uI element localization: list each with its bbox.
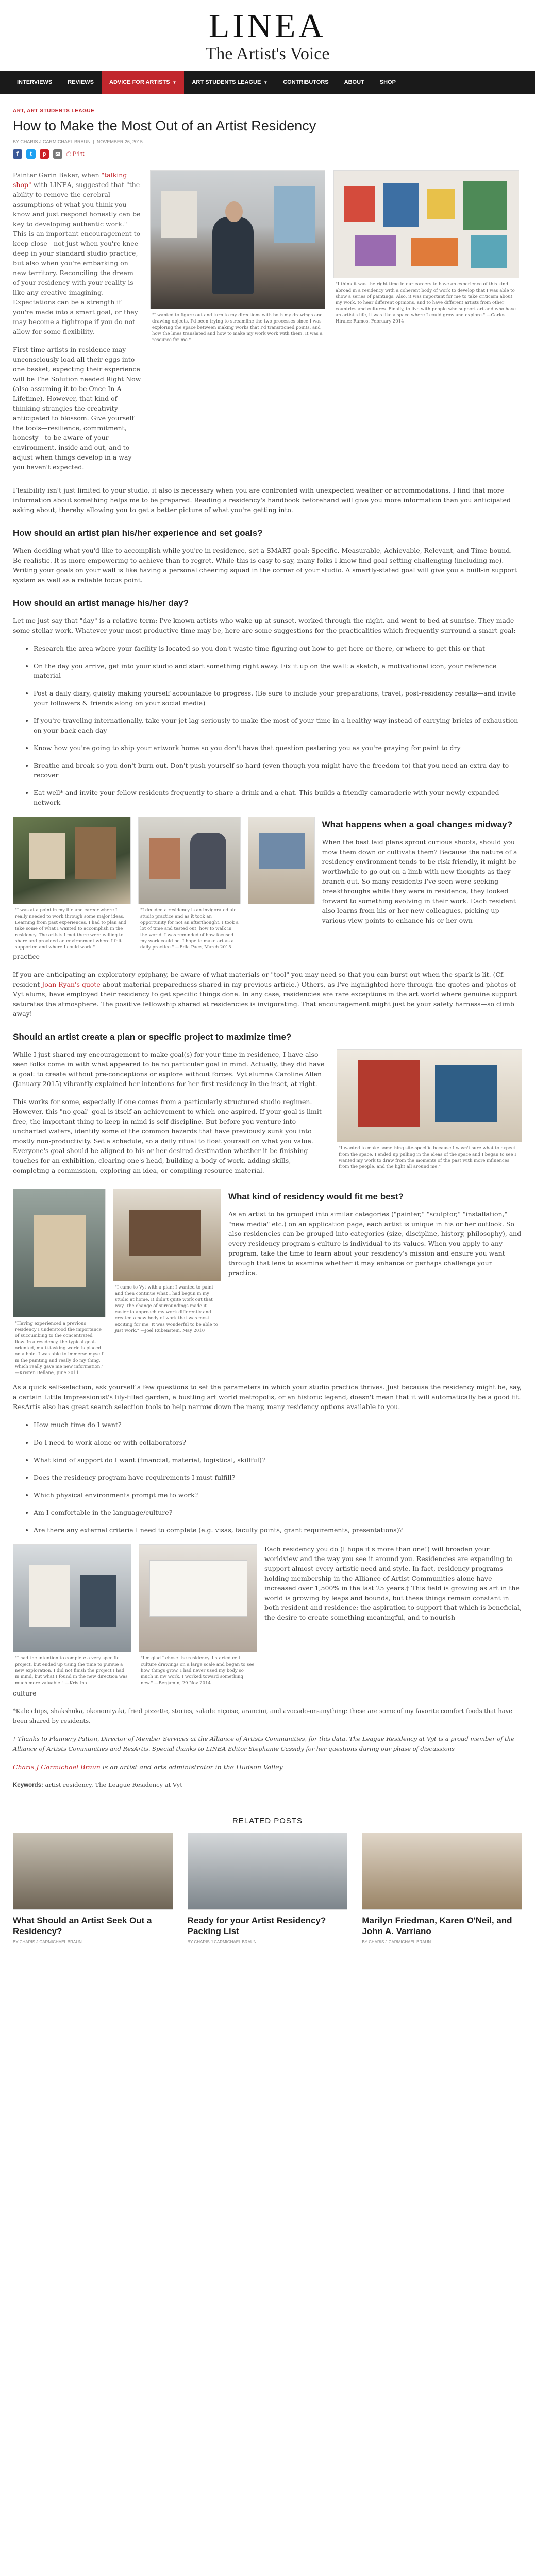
related-posts-heading: RELATED POSTS — [232, 1817, 303, 1825]
keywords — [13, 1780, 522, 1790]
list-item: • Eat well* and invite your fellow residents frequently to share a drink and a chat. This builds a friendly camaraderie with your newly expanded network — [34, 788, 522, 807]
nav-shop[interactable] — [372, 71, 404, 94]
related-title[interactable]: Marilyn Friedman, Karen O'Neil, and John A. Varriano — [362, 1916, 512, 1936]
culture-word: culture — [13, 1689, 37, 1697]
each-residency-section — [264, 1544, 522, 1686]
print-label: Print — [72, 150, 85, 157]
caption-7: "I came to Vyt with a plan: I wanted to paint and then continue what I had begun in my studio at home. It didn't quite work out that way. The change of surroundings made it easier to approach my work differently and created a new body of work that was most exciting for me. It was wonderful to be able to just work." —Joel Rubenstein, May 2010 — [115, 1285, 218, 1333]
nav-interviews[interactable] — [9, 71, 60, 94]
resident-painting-photo — [13, 1189, 106, 1317]
caret-down-icon: ▼ — [263, 80, 268, 85]
artist-at-work-photo — [138, 817, 241, 904]
nav-label: REVIEWS — [68, 79, 94, 86]
caption-6: "Having experienced a previous residency I understood the importance of succumbing to the concentrated flow. In a residency, the typical goal-oriented, multi-tasking world is placed on a hold. I was able to immerse myself in the painting and really do my thing, which really gave me new information." —Kristen Bellane, June 2011 — [15, 1321, 104, 1376]
author-link[interactable]: CHARIS J CARMICHAEL BRAUN — [20, 139, 91, 144]
author-bio — [13, 1762, 522, 1772]
print-button[interactable]: ⎙ Print — [66, 150, 85, 157]
intro-text: Painter Garin Baker, when — [13, 171, 102, 179]
figure-4 — [138, 817, 241, 951]
practice-word: practice — [13, 953, 40, 960]
manage-day-paragraph: Let me just say that "day" is a relative term: I've known artists who wake up at sunset, worked through the night, and went to bed at sunrise. They made some stellar work. Whatever your most productive time may be, here are some suggestions for the practicalities which frequently surround a smart goal: — [13, 617, 516, 634]
list-item: • Am I comfortable in the language/culture? — [34, 1507, 522, 1517]
figure-1 — [150, 170, 325, 480]
related-byline: BY CHARIS J CARMICHAEL BRAUN — [13, 1940, 82, 1944]
opportunity-paragraph — [13, 970, 522, 1019]
author-bio-text: is an artist and arts administrator in the Hudson Valley — [100, 1763, 283, 1771]
artist-studio-photo — [150, 170, 325, 309]
related-byline: BY CHARIS J CARMICHAEL BRAUN — [187, 1940, 257, 1944]
byline: BY CHARIS J CARMICHAEL BRAUN | NOVEMBER 26, 2015 — [13, 139, 143, 144]
list-item: • Which physical environments prompt me to work? — [34, 1490, 522, 1500]
figure-3 — [13, 817, 131, 951]
list-item: • Are there any external criteria I need to complete (e.g. visas, faculty points, grant requirements, presentations)? — [34, 1525, 522, 1535]
figure-6 — [13, 1189, 106, 1376]
caption-5: "I wanted to make something site-specific because I wasn't sure what to expect from the space. I ended up pulling in the ideas of the space and I began to see I wanted my work to draw from the moments of the past with more influences from the people, and the light all around me." — [339, 1146, 516, 1170]
article — [10, 108, 525, 1960]
list-item: • Know how you're going to ship your artwork home so you don't have that question pestering you as you're praying for paint to dry — [34, 743, 522, 753]
heading-kind: What kind of residency would fit me best? — [228, 1192, 404, 1201]
figure-7 — [113, 1189, 221, 1376]
byline-prefix: BY — [13, 139, 19, 144]
each-residency-paragraph: Each residency you do (I hope it's more than one!) will broaden your worldview and the way you see it around you. Residencies are expanding to support almost every artistic need and style. In fact, residency programs holding membership in the Alliance of Artist Communities alone have increased over 1,500% in the last 25 years.† This field is growing as art in the world is growing by leaps and bounds, but these things remain constant in both resident and residence: the aspiration to support that which is beneficial, the desire to create something meaningful, and to nourish — [264, 1545, 522, 1621]
figure-9 — [139, 1544, 257, 1686]
related-posts — [13, 1833, 522, 1944]
intro-column — [13, 170, 142, 480]
nav-label: ABOUT — [344, 79, 364, 86]
nav-label: INTERVIEWS — [17, 79, 53, 86]
plan-text — [13, 1049, 327, 1183]
list-item: • How much time do I want? — [34, 1420, 522, 1430]
related-post[interactable] — [362, 1833, 522, 1944]
nav-label: SHOP — [379, 79, 396, 86]
intro-text: with LINEA, suggested that "the ability to remove the cerebral assumptions of what you think you know and just respond honestly can be key to developing authentic work." This is an important encouragement to keep close—not just when you're knee-deep in your standard studio practice, but also when you're embarking on new territory. Reconciling the dream of your residency with your reality is like any creative imagining. Expectations can be a strength if you're made into a smart goal, or they may become a tightrope if you do not allow for some flexibility. — [13, 181, 141, 335]
nav-label: CONTRIBUTORS — [283, 79, 329, 86]
masthead — [0, 0, 535, 71]
day-tips-list — [34, 643, 522, 807]
kind-section — [228, 1189, 522, 1376]
footnote-thanks: † Thanks to Flannery Patton, Director of Member Services at the Alliance of Artists Communities, for this data. The League Residency at Vyt is a proud member of the Alliance of Artists Communities and ResArtis. Special thanks to LINEA Editor Stephanie Cassidy for her questions during our phase of discussions — [13, 1735, 515, 1752]
goal-change-paragraph: When the best laid plans sprout curious shoots, should you mow them down or cultivate them? Because the nature of a residency environment tends to be risk-friendly, it might be worthwhile to go out on a limb with new thoughts as they branch out. So many residents I've seen were seeking breakthroughs while they were in residence, they looked forward to something evolving in their work. Each resident also learns from his or her new colleagues, picking up various view-points to enhance his or her own — [322, 838, 517, 924]
gallery-wall-photo — [333, 170, 519, 278]
set-goals-paragraph: When deciding what you'd like to accomplish while you're in residence, set a SMART goal: Specific, Measurable, Achievable, Relevant, and Time-bound. Be realistic. It is more empowering to achieve than to regret. While this is easy to say, many folks I know find goal-setting challenging (including me). Writing your goals on your wall is like having a personal cheering squad in the corner of your studio. A smartly-stated goal will give you a built-in support system as well as a reliable focus point. — [13, 547, 517, 584]
related-post[interactable] — [13, 1833, 173, 1944]
site-tagline: The Artist's Voice — [205, 44, 330, 63]
list-item: • If you're traveling internationally, take your jet lag seriously to make the most of your time in a healthy way instead of carrying bricks of exhaustion on your back each day — [34, 716, 522, 735]
twitter-icon[interactable]: t — [26, 149, 36, 159]
caption-9: "I'm glad I chose the residency. I started cell culture drawings on a large scale and began to see how things grow. I had never used my body so much in my work. I worked toward something new." —Benjamin, 29 Nov 2014 — [141, 1656, 255, 1686]
joan-ryan-quote-link[interactable]: Joan Ryan's quote — [42, 980, 101, 988]
intro-paragraph — [13, 170, 142, 336]
footnote-food: *Kale chips, shakshuka, okonomiyaki, fried pizzette, stories, salade niçoise, arancini, and avocado-on-anything: these are some of my favorite comfort foods that have been shared by residents. — [13, 1707, 512, 1724]
post-date: NOVEMBER 26, 2015 — [96, 139, 143, 144]
main-nav — [0, 71, 535, 94]
caption-1: "I wanted to figure out and turn to my directions with both my drawings and drawing objects. I'd been trying to streamline the two processes since I was exploring the space between making works that I'd transitioned points, and how the lines translated and how to make my work work with them. It was a resource for me." — [152, 313, 323, 343]
plan-paragraph-2: This works for some, especially if one comes from a particularly structured studio regimen. However, this "no-goal" goal is itself an achievement to which one aspired. If your goal is limit-free, the important thing to keep in mind is self-discipline. But before you venture into uncharted waters, identify some of the common hazards that have previously sunk you into mostly non-productivity. Set a schedule, so a daily ritual to float yourself on what you value. Everyone's goal should be aligned to his or her desired destination whether it be finishing touches for an exhibition, clearing one's head, building a body of work, adding skills, completing a commission, exploring an idea, or compiling resource material. — [13, 1098, 324, 1174]
nav-reviews[interactable] — [60, 71, 102, 94]
flexibility-paragraph: Flexibility isn't just limited to your studio, it also is necessary when you are confronted with unexpected weather or accommodations. I find that more information about something helps me to be prepared. Reading a residency's handbook beforehand will give you more information than you anticipated asking about, thereby allowing you to get a better picture of what you're getting into. — [13, 486, 511, 514]
keywords-value[interactable]: artist residency, The League Residency at Vyt — [43, 1781, 182, 1788]
pinterest-icon[interactable]: p — [40, 149, 49, 159]
drawing-wall-photo — [139, 1544, 257, 1652]
opp-text: If you are anticipating an exploratory epiphany, be aware of what materials or "tool" you may need so that you can burst out when the spark is lit. (Cf. resident — [13, 971, 505, 988]
email-icon[interactable]: ✉ — [53, 149, 62, 159]
heading-plan: Should an artist create a plan or specific project to maximize time? — [13, 1032, 292, 1042]
nav-art-students-league[interactable] — [184, 71, 275, 94]
figure-2 — [333, 170, 519, 480]
nav-label: ADVICE FOR ARTISTS — [109, 79, 170, 86]
kind-paragraph: As an artist to be grouped into similar categories ("painter," "sculptor," "installation," "new media" etc.) on an application page, each artist is unique in his or her outlook. So also residencies can be grouped into categories (size, discipline, history, philosophy), and every residency program's culture is individual to its values. When you apply to any program, take the time to learn about your residency's mission and ensure you want through that lens to examine whether it may enhance or perhaps challenge your practice. — [228, 1210, 522, 1277]
installation-photo — [337, 1049, 522, 1142]
list-item: • Research the area where your facility is located so you don't waste time figuring out how to get here or there, or where to get this or that — [34, 643, 522, 653]
plan-paragraph-1: While I just shared my encouragement to make goal(s) for your time in residence, I have also seen folks come in with what appeared to be no particular goal in mind. Actually, they did have a goal: to create without pre-conceptions or explore without forces. Vyt alumna Caroline Allen (January 2015) vibrantly explained her intentions for her first residency in the inset, at right. — [13, 1050, 325, 1088]
heading-goal-change: What happens when a goal changes midway? — [322, 820, 512, 829]
exhibit-photo — [248, 817, 314, 904]
caret-down-icon: ▼ — [172, 80, 177, 85]
keywords-label: Keywords: — [13, 1782, 43, 1788]
list-item: • Do I need to work alone or with collaborators? — [34, 1437, 522, 1447]
nav-contributors[interactable] — [275, 71, 336, 94]
opp-text: about material preparedness shared in my previous article.) Others, as I've highlighted here through the quotes and photos of Vyt alums, have employed their residency to get specific things done. In any case, residencies are rare exceptions in the art world where genuine support saturates the atmosphere. The positive fellowship shared at residencies is invigorating. That encouragement might just be your safety harness—so climb away! — [13, 980, 517, 1018]
related-thumbnail[interactable] — [13, 1833, 173, 1910]
kind-paragraph-2: As a quick self-selection, ask yourself a few questions to set the parameters in which your studio practice thrives. Just because the residency might be, say, a certain Little Impressionist's lily-filled garden, a bustling art world metropolis, or an historic legend, doesn't mean that it will automatically be a good fit. ResArtis also has great search selection tools to help narrow down the many, many residency options available to you. — [13, 1383, 522, 1411]
related-thumbnail[interactable] — [362, 1833, 522, 1910]
nav-label: ART STUDENTS LEAGUE — [192, 79, 261, 86]
goal-change-section — [322, 817, 522, 951]
category-label[interactable]: ART, ART STUDENTS LEAGUE — [13, 108, 95, 114]
figure-5 — [337, 1049, 522, 1183]
questions-list — [34, 1420, 522, 1535]
site-logo[interactable]: LINEA — [209, 7, 326, 45]
caption-4: "I decided a residency is an invigorated ale studio practice and as it took an opportunity for not an afterthought. I took a lot of time and tested out, how to walk in the world. I was reminded of how focused my work could be. I hope to make art as a daily practice." —Edla Pace, March 2015 — [140, 908, 239, 950]
facebook-icon[interactable]: f — [13, 149, 22, 159]
related-byline: BY CHARIS J CARMICHAEL BRAUN — [362, 1940, 431, 1944]
related-title[interactable]: Ready for your Artist Residency? Packing List — [187, 1916, 326, 1936]
author-bio-link[interactable]: Charis J Carmichael Braun — [13, 1763, 101, 1771]
list-item: • Does the residency program have requirements I must fulfill? — [34, 1472, 522, 1482]
heading-manage-day: How should an artist manage his/her day? — [13, 598, 189, 608]
related-post[interactable] — [188, 1833, 348, 1944]
list-item: • Post a daily diary, quietly making yourself accountable to progress. (Be sure to include your preparations, travel, post-residency results—and invite your followers & friends along on your social media) — [34, 688, 522, 708]
share-bar — [13, 149, 522, 159]
article-title: How to Make the Most Out of an Artist Residency — [13, 118, 316, 133]
list-item: • On the day you arrive, get into your studio and start something right away. Fix it up on the wall: a sketch, a motivational icon, your reference material — [34, 661, 522, 681]
workspace-photo — [13, 1544, 131, 1652]
heading-set-goals: How should an artist plan his/her experience and set goals? — [13, 528, 263, 538]
figure-4b — [248, 817, 314, 951]
painting-studio-photo — [13, 817, 131, 904]
list-item: • Breathe and break so you don't burn out. Don't push yourself so hard (even though you might have the freedom to) that you need an extra day to recover — [34, 760, 522, 780]
related-thumbnail[interactable] — [188, 1833, 348, 1910]
nav-advice[interactable] — [102, 71, 184, 94]
caption-3: "I was at a point in my life and career where I really needed to work through some major ideas. Learning from past experiences, I had to plan and take some of what I wanted to accomplish in the residency. The artists I met there were willing to share and provided an environment where I felt supported and where I could work." — [15, 908, 127, 950]
nav-about[interactable] — [337, 71, 372, 94]
caption-2: "I think it was the right time in our careers to have an experience of this kind abroad in a residency with a coherent body of work to develop that I was able to show a series of paintings. Also, it was important for me to take criticism about my work, to hear different opinions, and to have different artists from other countries and cultures. Finally, to live with people who support art and who have an artist's life, it was like a space where I could grow and explore." —Carlos Hiralez Ramos, February 2014 — [336, 282, 516, 324]
list-item: • What kind of support do I want (financial, material, logistical, skillful)? — [34, 1455, 522, 1465]
talking-shop-link[interactable]: "talking shop" — [13, 171, 127, 189]
caption-8: "I had the intention to complete a very specific project, but ended up using the time to pursue a new exploration. I did not finish the project I had in mind, but what I found in the new direction was much more valuable." —Kristina — [15, 1656, 128, 1686]
studio-interior-photo — [113, 1189, 221, 1281]
figure-8 — [13, 1544, 131, 1686]
related-title[interactable]: What Should an Artist Seek Out a Residency? — [13, 1916, 152, 1936]
intro-paragraph-2: First-time artists-in-residence may unconsciously load all their eggs into one basket, expecting their experience will be The Solution needed Right Now (also assuming it to be Once-In-A-Lifetime). However, that kind of thinking strangles the creativity anticipated to blossom. Give yourself the tools—resilience, commitment, honesty—to be aware of your environment, inside and out, and to adjust when things develop in a way you haven't expected. — [13, 346, 141, 471]
